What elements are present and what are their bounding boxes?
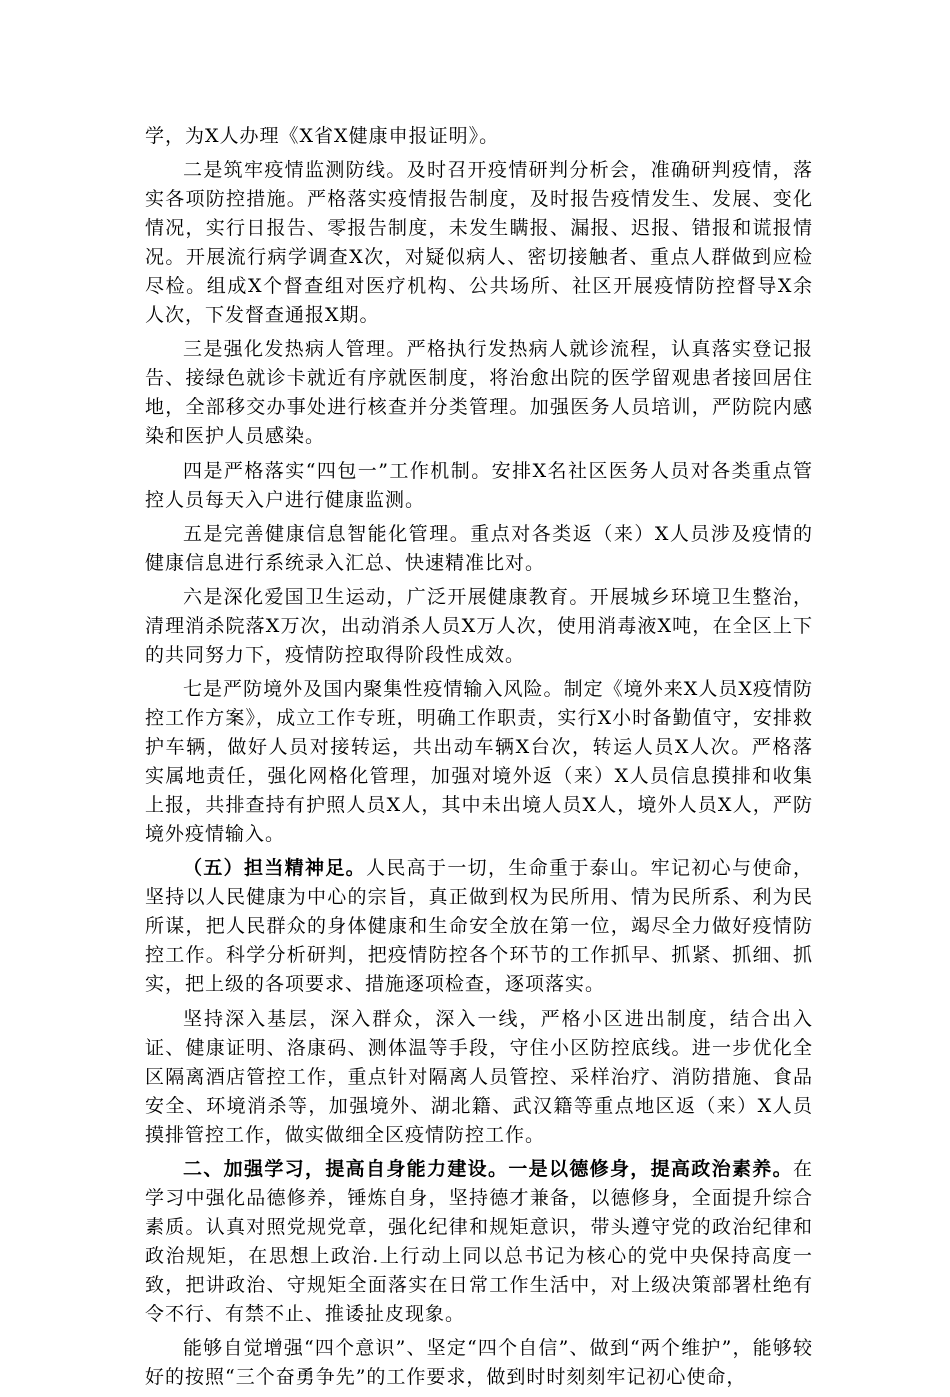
- paragraph-measure-4: [145, 457, 813, 515]
- paragraph-text: 人民高于一切，生命重于泰山。牢记初心与使命，坚持以人民健康为中心的宗旨，真正做到权为民所用、情为民所系、利为民所谋，把人民群众的身体健康和生命安全放在第一位，竭尽全力做好疫情防控工作。科学分析研判，把疫情防控各个环节的工作抓早、抓紧、抓细、抓实，把上级的各项要求、措施逐项检查，逐项落实。: [145, 857, 813, 996]
- paragraph-text: 三是强化发热病人管理。严格执行发热病人就诊流程，认真落实登记报告、接绿色就诊卡就近有序就医制度，将治愈出院的医学留观患者接回居住地，全部移交办事处进行核查并分类管理。加强医务人员培训，严防院内感染和医护人员感染。: [145, 338, 813, 448]
- paragraph-measure-6: [145, 583, 813, 670]
- paragraph-section-5: [145, 854, 813, 999]
- paragraph-measure-2: [145, 156, 813, 330]
- section-heading: 二、加强学习，提高自身能力建设。一是以德修身，提高政治素养。: [183, 1157, 793, 1180]
- paragraph-text: 在学习中强化品德修养，锤炼自身，坚持德才兼备，以德修身，全面提升综合素质。认真对照党规党章，强化纪律和规矩意识，带头遵守党的政治纪律和政治规矩，在思想上政治.上行动上同以总书记为核心的党中央保持高度一致，把讲政治、守规矩全面落实在日常工作生活中，对上级决策部署杜绝有令不行、有禁不止、推诿扯皮现象。: [145, 1157, 813, 1325]
- paragraph-measure-3: [145, 335, 813, 451]
- paragraph-text: 四是严格落实“四包一”工作机制。安排X名社区医务人员对各类重点管控人员每天入户进行健康监测。: [145, 459, 813, 511]
- paragraph-text: 坚持深入基层，深入群众，深入一线，严格小区进出制度，结合出入证、健康证明、洛康码、测体温等手段，守住小区防控底线。进一步优化全区隔离酒店管控工作，重点针对隔离人员管控、采样治疗、消防措施、食品安全、环境消杀等，加强境外、湖北籍、武汉籍等重点地区返（来）X人员摸排管控工作，做实做细全区疫情防控工作。: [145, 1007, 813, 1146]
- document-page: [145, 122, 813, 1397]
- paragraph-text: 学，为X人办理《X省X健康申报证明》。: [145, 125, 500, 147]
- paragraph-grassroots: [145, 1005, 813, 1150]
- paragraph-awareness: [145, 1334, 813, 1392]
- paragraph-text: 六是深化爱国卫生运动，广泛开展健康教育。开展城乡环境卫生整治，清理消杀院落X万次，出动消杀人员X万人次，使用消毒液X吨，在全区上下的共同努力下，疫情防控取得阶段性成效。: [145, 585, 813, 666]
- paragraph-measure-5: [145, 520, 813, 578]
- paragraph-continuation: [145, 122, 813, 151]
- paragraph-measure-7: [145, 675, 813, 849]
- paragraph-section-2: [145, 1155, 813, 1329]
- paragraph-text: 五是完善健康信息智能化管理。重点对各类返（来）X人员涉及疫情的健康信息进行系统录入汇总、快速精准比对。: [145, 522, 813, 574]
- paragraph-text: 二是筑牢疫情监测防线。及时召开疫情研判分析会，准确研判疫情，落实各项防控措施。严格落实疫情报告制度，及时报告疫情发生、发展、变化情况，实行日报告、零报告制度，未发生瞒报、漏报、迟报、错报和谎报情况。开展流行病学调查X次，对疑似病人、密切接触者、重点人群做到应检尽检。组成X个督查组对医疗机构、公共场所、社区开展疫情防控督导X余人次，下发督查通报X期。: [145, 159, 813, 327]
- paragraph-text: 七是严防境外及国内聚集性疫情输入风险。制定《境外来X人员X疫情防控工作方案》，成立工作专班，明确工作职责，实行X小时备勤值守，安排救护车辆，做好人员对接转运，共出动车辆X台次，转运人员X人次。严格落实属地责任，强化网格化管理，加强对境外返（来）X人员信息摸排和收集上报，共排查持有护照人员X人，其中未出境人员X人，境外人员X人，严防境外疫情输入。: [145, 678, 813, 846]
- paragraph-text: 能够自觉增强“四个意识”、坚定“四个自信”、做到“两个维护”，能够较好的按照“三个奋勇争先”的工作要求，做到时时刻刻牢记初心使命，: [145, 1336, 813, 1388]
- section-heading: （五）担当精神足。: [183, 857, 366, 880]
